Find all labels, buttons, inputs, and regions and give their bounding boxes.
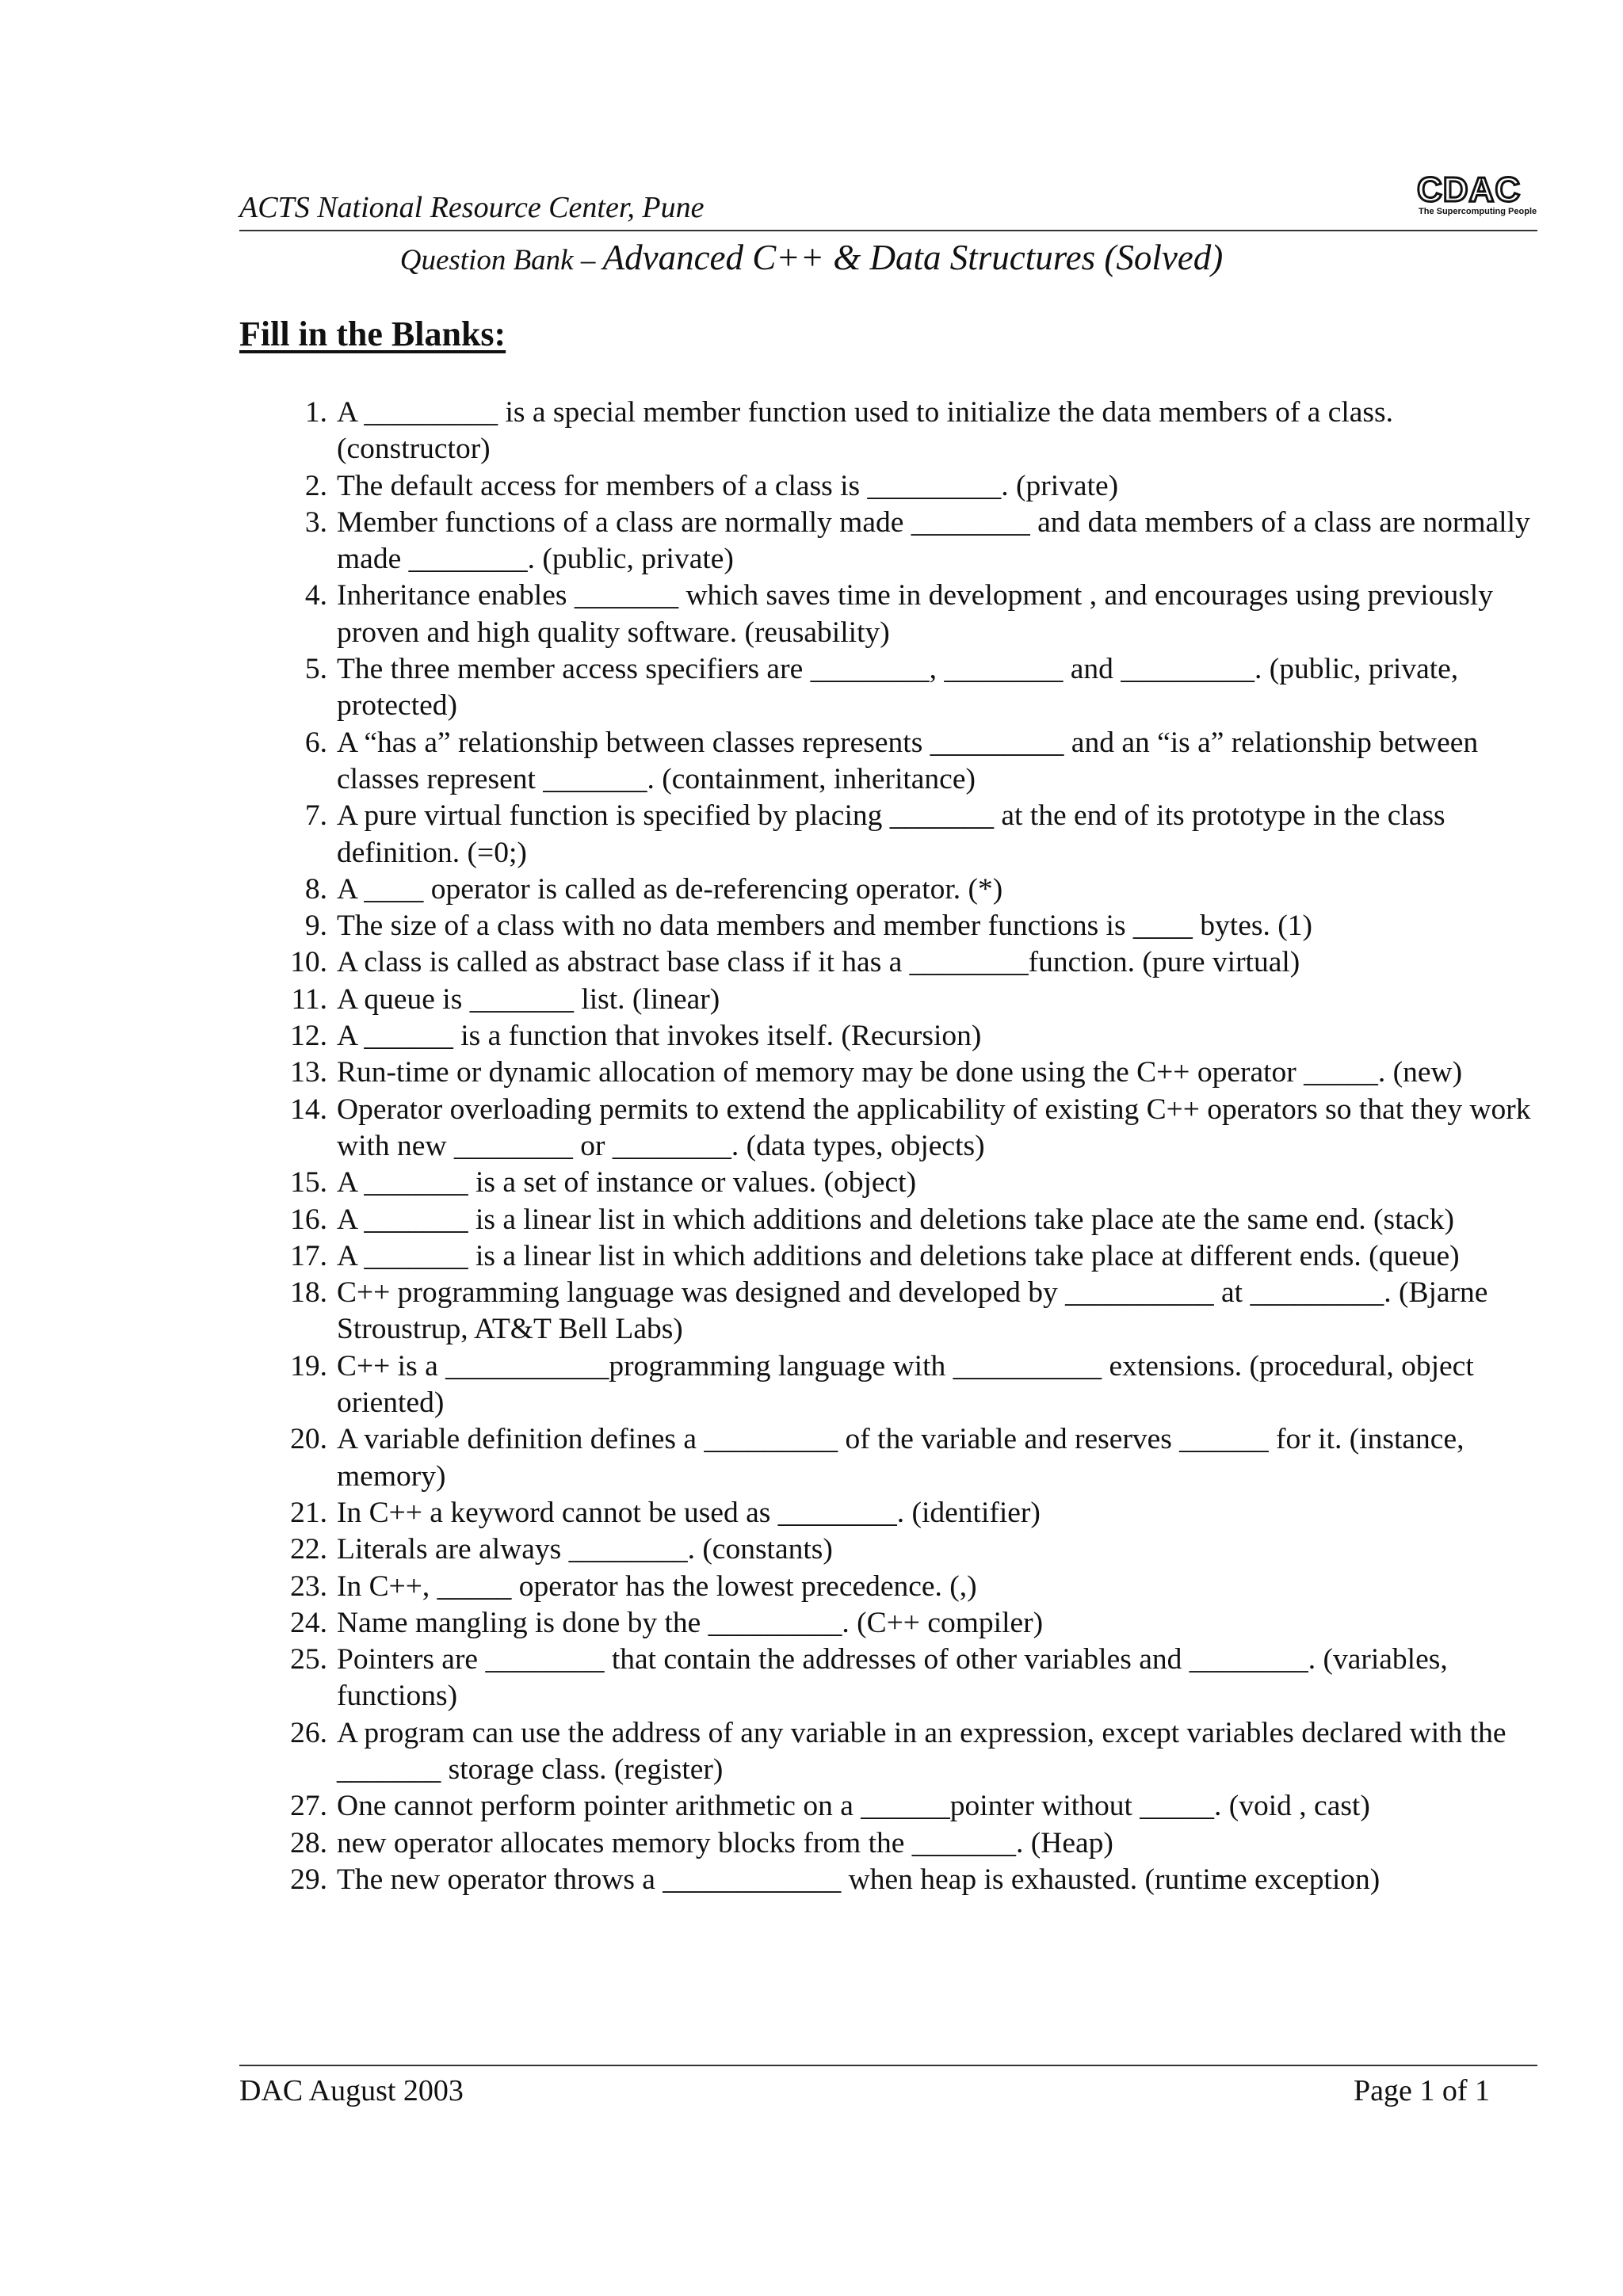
footer-divider <box>239 2065 1537 2066</box>
question-item <box>281 725 1533 799</box>
section-heading: Fill in the Blanks: <box>239 315 506 353</box>
question-item <box>281 395 1533 468</box>
question-item <box>281 1348 1533 1422</box>
logo-wordmark: CDAC <box>1417 170 1522 209</box>
logo-tagline: The Supercomputing People <box>1419 207 1537 216</box>
question-text: Operator overloading permits to extend the applicability of existing C++ operators so that they work with new ________ or ________. (data types, objects) <box>337 1093 1531 1162</box>
header-organization: ACTS National Resource Center, Pune <box>239 191 705 224</box>
question-text: A program can use the address of any variable in an expression, except variables declared with the _______ storage class. (register) <box>337 1716 1507 1786</box>
question-text: A pure virtual function is specified by placing _______ at the end of its prototype in the class definition. (=0;) <box>337 799 1445 869</box>
question-item <box>281 1569 1533 1605</box>
question-text: In C++ a keyword cannot be used as ________. (identifier) <box>337 1496 1041 1529</box>
question-text: The three member access specifiers are ________, ________ and _________. (public, private, protected) <box>337 653 1459 723</box>
question-item <box>281 1605 1533 1642</box>
question-text: A class is called as abstract base class if it has a ________function. (pure virtual) <box>337 946 1300 979</box>
question-number: 15. <box>290 1166 327 1199</box>
question-item <box>281 1165 1533 1201</box>
header-divider <box>239 230 1537 231</box>
question-item <box>281 1238 1533 1275</box>
question-item <box>281 871 1533 908</box>
question-item <box>281 982 1533 1018</box>
question-item <box>281 1421 1533 1495</box>
question-text: A queue is _______ list. (linear) <box>337 982 720 1016</box>
question-text: A _______ is a linear list in which additions and deletions take place ate the same end. (stack) <box>337 1203 1455 1236</box>
question-item <box>281 798 1533 871</box>
question-number: 8. <box>304 872 327 906</box>
question-number: 16. <box>290 1203 327 1236</box>
question-item <box>281 1202 1533 1238</box>
question-text: A _______ is a linear list in which additions and deletions take place at different ends. (queue) <box>337 1239 1460 1272</box>
question-number: 22. <box>290 1533 327 1566</box>
question-number: 9. <box>304 910 327 943</box>
question-number: 4. <box>304 579 327 612</box>
footer-page-number: Page 1 of 1 <box>1353 2074 1490 2107</box>
question-number: 21. <box>290 1496 327 1529</box>
question-number: 20. <box>290 1423 327 1456</box>
question-item <box>281 1092 1533 1165</box>
question-text: Literals are always ________. (constants) <box>337 1533 833 1566</box>
question-number: 10. <box>290 946 327 979</box>
question-item <box>281 1715 1533 1789</box>
question-number: 25. <box>290 1643 327 1676</box>
question-item <box>281 1642 1533 1715</box>
question-text: Member functions of a class are normally made ________ and data members of a class are normally made ________. (public, private) <box>337 505 1530 576</box>
question-item <box>281 944 1533 981</box>
question-text: A variable definition defines a _________ of the variable and reserves ______ for it. (instance, memory) <box>337 1423 1465 1493</box>
question-text: A _______ is a set of instance or values. (object) <box>337 1166 917 1199</box>
question-number: 6. <box>304 726 327 759</box>
question-item <box>281 1788 1533 1825</box>
question-item <box>281 578 1533 651</box>
question-text: One cannot perform pointer arithmetic on a ______pointer without _____. (void , cast) <box>337 1790 1370 1823</box>
question-text: new operator allocates memory blocks from the _______. (Heap) <box>337 1826 1113 1859</box>
question-number: 18. <box>290 1276 327 1310</box>
question-number: 5. <box>304 653 327 686</box>
question-item <box>281 1275 1533 1348</box>
question-item <box>281 505 1533 578</box>
subtitle-title: Advanced C++ & Data Structures (Solved) <box>602 238 1224 277</box>
question-text: Inheritance enables _______ which saves time in development , and encourages using previously proven and high quality software. (reusability) <box>337 579 1493 649</box>
question-text: A ______ is a function that invokes itself. (Recursion) <box>337 1020 982 1053</box>
question-text: A _________ is a special member function used to initialize the data members of a class. (constructor) <box>337 396 1393 466</box>
question-text: C++ programming language was designed and developed by __________ at _________. (Bjarne Stroustrup, AT&T Bell Labs) <box>337 1276 1488 1346</box>
question-number: 19. <box>290 1349 327 1383</box>
question-number: 2. <box>304 469 327 502</box>
question-text: The new operator throws a ____________ when heap is exhausted. (runtime exception) <box>337 1863 1381 1896</box>
question-item <box>281 1862 1533 1898</box>
footer-date: DAC August 2003 <box>239 2074 464 2107</box>
question-text: The size of a class with no data members and member functions is ____ bytes. (1) <box>337 910 1312 943</box>
question-number: 26. <box>290 1716 327 1749</box>
question-number: 23. <box>290 1569 327 1603</box>
question-list <box>281 395 1533 1898</box>
document-subtitle <box>0 236 1623 279</box>
question-number: 1. <box>304 396 327 429</box>
question-item <box>281 1531 1533 1568</box>
question-number: 3. <box>304 505 327 539</box>
question-text: A ____ operator is called as de-referencing operator. (*) <box>337 872 1003 906</box>
question-item <box>281 1055 1533 1091</box>
question-item <box>281 1825 1533 1862</box>
question-number: 29. <box>290 1863 327 1896</box>
question-number: 27. <box>290 1790 327 1823</box>
question-text: Run-time or dynamic allocation of memory may be done using the C++ operator _____. (new) <box>337 1056 1463 1089</box>
question-item <box>281 908 1533 944</box>
question-item <box>281 1018 1533 1055</box>
question-text: Name mangling is done by the _________. (C++ compiler) <box>337 1606 1044 1639</box>
question-number: 11. <box>291 982 327 1016</box>
question-text: C++ is a ___________programming language with __________ extensions. (procedural, object oriented) <box>337 1349 1474 1420</box>
question-text: The default access for members of a class is _________. (private) <box>337 469 1119 502</box>
question-number: 12. <box>290 1020 327 1053</box>
question-text: A “has a” relationship between classes represents _________ and an “is a” relationship between classes represent _______. (containment, inheritance) <box>337 726 1479 795</box>
question-item <box>281 1495 1533 1531</box>
subtitle-prefix: Question Bank – <box>399 244 603 277</box>
question-number: 24. <box>290 1606 327 1639</box>
question-number: 14. <box>290 1093 327 1126</box>
question-number: 7. <box>304 799 327 833</box>
cdac-logo <box>1417 170 1537 220</box>
question-item <box>281 651 1533 725</box>
question-number: 13. <box>290 1056 327 1089</box>
question-text: Pointers are ________ that contain the addresses of other variables and ________. (variables, functions) <box>337 1643 1448 1713</box>
question-number: 17. <box>290 1239 327 1272</box>
question-number: 28. <box>290 1826 327 1859</box>
question-text: In C++, _____ operator has the lowest precedence. (,) <box>337 1569 977 1603</box>
question-item <box>281 468 1533 505</box>
